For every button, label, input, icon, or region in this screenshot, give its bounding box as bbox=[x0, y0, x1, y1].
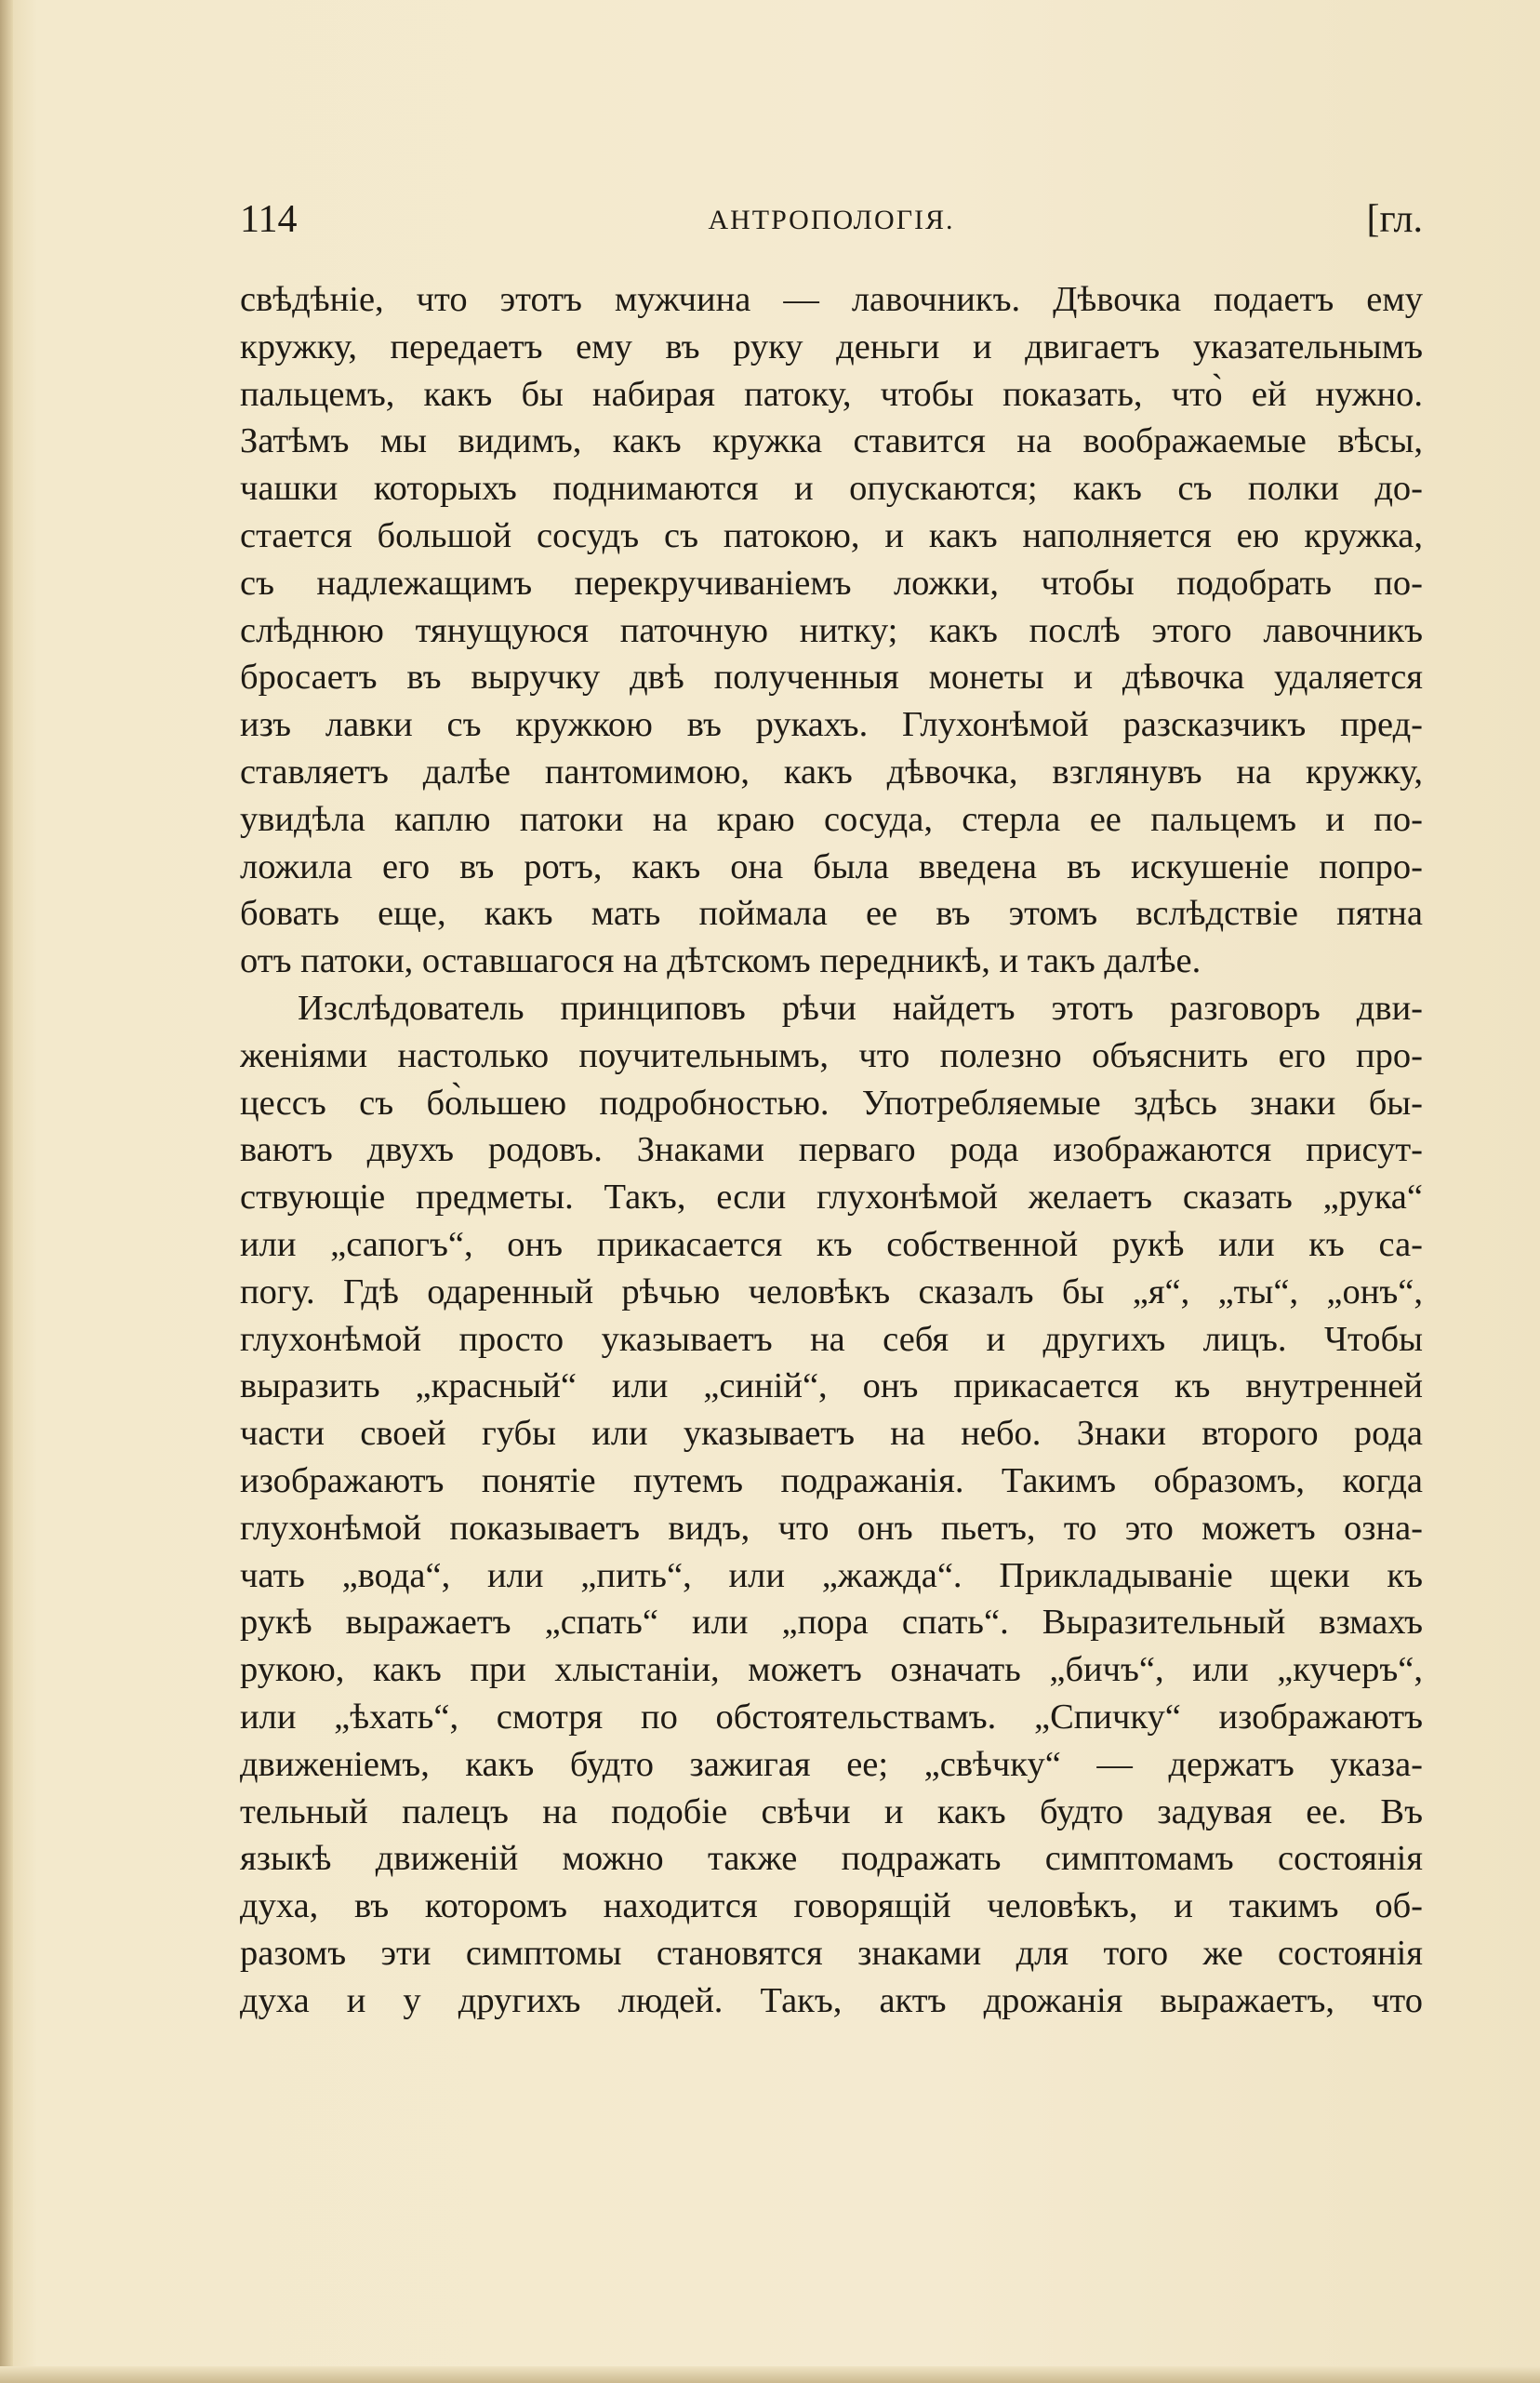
page-bottom-edge bbox=[0, 2366, 1540, 2383]
body-text bbox=[240, 276, 1423, 2024]
text-line: части своей губы или указываетъ на небо. Знаки второго рода bbox=[240, 1414, 1423, 1454]
chapter-ref: [гл. bbox=[1366, 198, 1423, 241]
text-line: свѣдѣніе, что этотъ мужчина — лавочникъ. Дѣвочка подаетъ ему bbox=[240, 280, 1423, 319]
text-line: отъ патоки, оставшагося на дѣтскомъ передникѣ, и такъ далѣе. bbox=[240, 941, 1201, 981]
text-line: языкѣ движеній можно также подражать симптомамъ состоянія bbox=[240, 1839, 1423, 1879]
text-line: кружку, передаетъ ему въ руку деньги и двигаетъ указательнымъ bbox=[240, 326, 1423, 366]
text-line: Затѣмъ мы видимъ, какъ кружка ставится на воображаемые вѣсы, bbox=[240, 421, 1423, 461]
running-title: АНТРОПОЛОГІЯ. bbox=[708, 205, 955, 235]
running-head bbox=[240, 197, 1423, 249]
text-line: ложила его въ ротъ, какъ она была введена въ искушеніе попро- bbox=[240, 846, 1423, 886]
text-line: рукѣ выражаетъ „спать“ или „пора спать“. Выразительный взмахъ bbox=[240, 1603, 1423, 1643]
text-line: духа и у другихъ людей. Такъ, актъ дрожанія выражаетъ, что bbox=[240, 1980, 1423, 2020]
text-line: духа, въ которомъ находится говорящій человѣкъ, и такимъ об- bbox=[240, 1886, 1423, 1926]
text-line: стается большой сосудъ съ патокою, и какъ наполняется ею кружка, bbox=[240, 515, 1423, 555]
text-line: ваютъ двухъ родовъ. Знаками перваго рода изображаются присут- bbox=[240, 1130, 1423, 1170]
text-line: разомъ эти симптомы становятся знаками для того же состоянія bbox=[240, 1933, 1423, 1973]
text-line: чать „вода“, или „пить“, или „жажда“. Прикладываніе щеки къ bbox=[240, 1555, 1423, 1595]
text-line: глухонѣмой просто указываетъ на себя и другихъ лицъ. Чтобы bbox=[240, 1319, 1423, 1359]
text-line: глухонѣмой показываетъ видъ, что онъ пьетъ, то это можетъ озна- bbox=[240, 1508, 1423, 1548]
text-line: пальцемъ, какъ бы набирая патоку, чтобы показать, что̀ ей нужно. bbox=[240, 374, 1423, 414]
text-line: слѣднюю тянущуюся паточную нитку; какъ послѣ этого лавочникъ bbox=[240, 610, 1423, 650]
text-line: ставляетъ далѣе пантомимою, какъ дѣвочка, взглянувъ на кружку, bbox=[240, 752, 1423, 792]
text-line: выразить „красный“ или „синій“, онъ прикасается къ внутренней bbox=[240, 1366, 1423, 1406]
text-line: чашки которыхъ поднимаются и опускаются; какъ съ полки до- bbox=[240, 469, 1423, 509]
text-line: погу. Гдѣ одаренный рѣчью человѣкъ сказалъ бы „я“, „ты“, „онъ“, bbox=[240, 1271, 1423, 1311]
text-line: или „ѣхать“, смотря по обстоятельствамъ. „Спичку“ изображаютъ bbox=[240, 1697, 1423, 1737]
paragraph-1 bbox=[240, 276, 1423, 985]
text-line: тельный палецъ на подобіе свѣчи и какъ будто задувая ее. Въ bbox=[240, 1791, 1423, 1831]
page-number: 114 bbox=[240, 198, 298, 241]
text-line: цессъ съ бо̀льшею подробностью. Употребляемые здѣсь знаки бы- bbox=[240, 1083, 1423, 1123]
text-line: увидѣла каплю патоки на краю сосуда, стерла ее пальцемъ и по- bbox=[240, 799, 1423, 839]
text-line: ствующіе предметы. Такъ, если глухонѣмой желаетъ сказать „рука“ bbox=[240, 1178, 1423, 1218]
text-line: изъ лавки съ кружкою въ рукахъ. Глухонѣмой разсказчикъ пред- bbox=[240, 705, 1423, 745]
text-line: изображаютъ понятіе путемъ подражанія. Такимъ образомъ, когда bbox=[240, 1460, 1423, 1500]
page-gutter-shadow bbox=[0, 0, 13, 2383]
text-line: Изслѣдователь принциповъ рѣчи найдетъ этотъ разговоръ дви- bbox=[298, 988, 1423, 1028]
text-line: бовать еще, какъ мать поймала ее въ этомъ вслѣдствіе пятна bbox=[240, 894, 1423, 934]
text-line: движеніемъ, какъ будто зажигая ее; „свѣчку“ — держатъ указа- bbox=[240, 1744, 1423, 1784]
text-line: съ надлежащимъ перекручиваніемъ ложки, чтобы подобрать по- bbox=[240, 563, 1423, 603]
text-line: или „сапогъ“, онъ прикасается къ собственной рукѣ или къ са- bbox=[240, 1224, 1423, 1264]
text-line: рукою, какъ при хлыстаніи, можетъ означать „бичъ“, или „кучеръ“, bbox=[240, 1650, 1423, 1690]
paragraph-2 bbox=[240, 985, 1423, 2025]
text-line: бросаетъ въ выручку двѣ полученныя монеты и дѣвочка удаляется bbox=[240, 658, 1423, 698]
text-line: женіями настолько поучительнымъ, что полезно объяснить его про- bbox=[240, 1035, 1423, 1075]
